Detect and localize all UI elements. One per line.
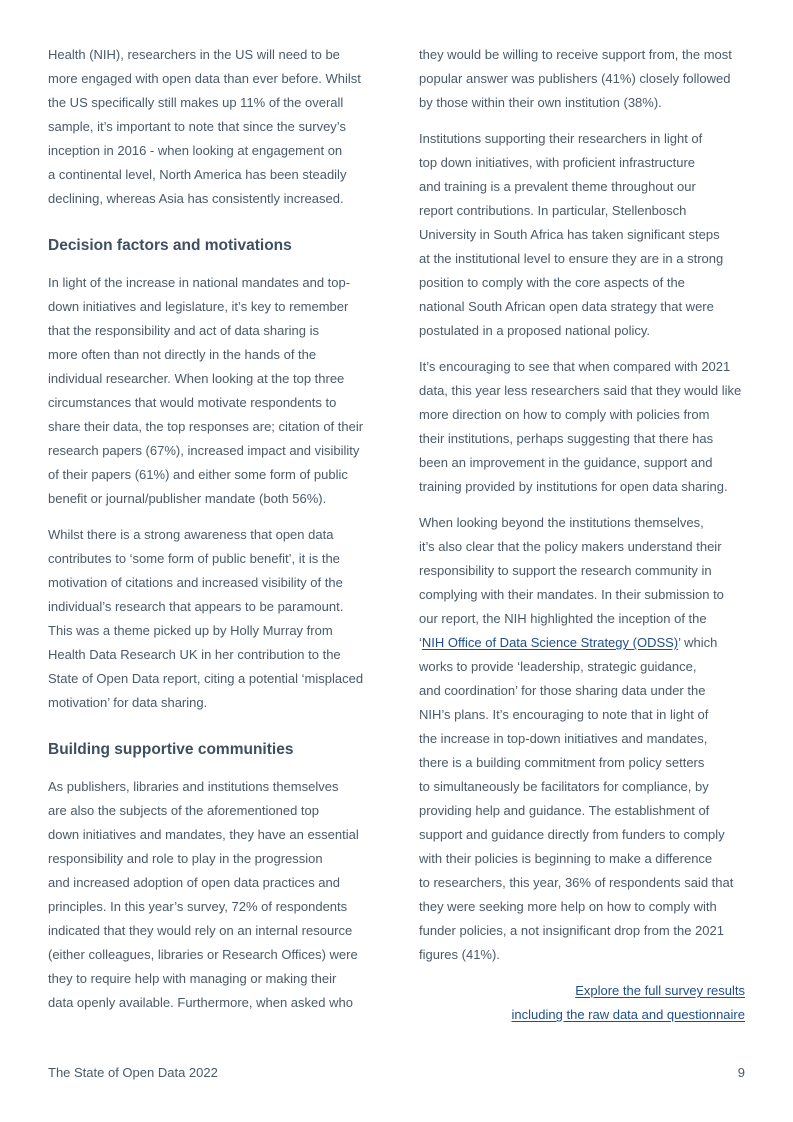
text-line: Health (NIH), researchers in the US will need to be <box>48 47 340 62</box>
text-line: indicated that they would rely on an internal resource <box>48 923 353 938</box>
raw-data-questionnaire-link[interactable]: including the raw data and questionnaire <box>511 1007 745 1022</box>
text-line: top down initiatives, with proficient infrastructure <box>419 155 696 170</box>
text-line: they to require help with managing or making their <box>48 971 337 986</box>
text-line: their institutions, perhaps suggesting that there has <box>419 431 714 446</box>
text-line: data openly available. Furthermore, when asked who <box>48 995 353 1010</box>
text-line: the increase in top-down initiatives and mandates, <box>419 731 708 746</box>
page-number: 9 <box>737 1065 745 1080</box>
text-line: responsibility to support the research community in <box>419 563 712 578</box>
text-line: (either colleagues, libraries or Research Offices) were <box>48 947 358 962</box>
text-line: circumstances that would motivate respondents to <box>48 395 337 410</box>
text-line: with their policies is beginning to make a difference <box>419 851 713 866</box>
survey-results-cta <box>512 979 745 1027</box>
text-line: This was a theme picked up by Holly Murray from <box>48 623 333 638</box>
text-line: by those within their own institution (38%). <box>419 95 662 110</box>
text-line: In light of the increase in national mandates and top- <box>48 275 351 290</box>
intro-paragraph <box>48 43 383 211</box>
text-line: sample, it’s important to note that since the survey’s <box>48 119 346 134</box>
text-line: they were seeking more help on how to comply with <box>419 899 717 914</box>
text-line: contributes to ‘some form of public benefit’, it is the <box>48 551 340 566</box>
text-line: and training is a prevalent theme throughout our <box>419 179 696 194</box>
text-line: and coordination’ for those sharing data under the <box>419 683 706 698</box>
text-line: there is a building commitment from policy setters <box>419 755 705 770</box>
text-line: funder policies, a not insignificant drop from the 2021 <box>419 923 724 938</box>
text-line: complying with their mandates. In their submission to <box>419 587 724 602</box>
text-line: responsibility and role to play in the progression <box>48 851 323 866</box>
text-line: State of Open Data report, citing a potential ‘misplaced <box>48 671 364 686</box>
text-line: of their papers (61%) and either some form of public <box>48 467 348 482</box>
text-line: works to provide ‘leadership, strategic guidance, <box>419 659 697 674</box>
text-line: When looking beyond the institutions themselves, <box>419 515 704 530</box>
text-line: they would be willing to receive support from, the most <box>419 47 732 62</box>
text-line: more direction on how to comply with policies from <box>419 407 710 422</box>
text-line: data, this year less researchers said that they would like <box>419 383 742 398</box>
text-line: popular answer was publishers (41%) closely followed <box>419 71 731 86</box>
decision-paragraph-1 <box>48 271 383 511</box>
text-line: more engaged with open data than ever before. Whilst <box>48 71 361 86</box>
right-column <box>419 43 754 967</box>
text-line: down initiatives and mandates, they have an essential <box>48 827 359 842</box>
text-line: individual researcher. When looking at the top three <box>48 371 345 386</box>
encouraging-paragraph <box>419 355 754 499</box>
text-line: to simultaneously be facilitators for compliance, by <box>419 779 709 794</box>
left-column <box>48 43 383 1015</box>
text-line: share their data, the top responses are; citation of their <box>48 419 364 434</box>
footer-title: The State of Open Data 2022 <box>48 1065 218 1080</box>
section-heading-decision-factors: Decision factors and motivations <box>48 237 292 254</box>
text-line: motivation of citations and increased visibility of the <box>48 575 343 590</box>
text-line: our report, the NIH highlighted the inception of the <box>419 611 707 626</box>
text-line: support and guidance directly from funders to comply <box>419 827 725 842</box>
explore-survey-results-link[interactable]: Explore the full survey results <box>575 983 745 998</box>
text-line: figures (41%). <box>419 947 500 962</box>
text-line: declining, whereas Asia has consistently increased. <box>48 191 344 206</box>
text-line: the US specifically still makes up 11% of the overall <box>48 95 344 110</box>
institutions-paragraph <box>419 127 754 343</box>
text-line: individual’s research that appears to be paramount. <box>48 599 344 614</box>
policy-paragraph <box>419 511 754 967</box>
text-line: As publishers, libraries and institutions themselves <box>48 779 339 794</box>
text-line: more often than not directly in the hands of the <box>48 347 317 362</box>
nih-odss-link[interactable]: NIH Office of Data Science Strategy (ODSS) <box>421 635 679 650</box>
text-line: report contributions. In particular, Stellenbosch <box>419 203 687 218</box>
text-line: at the institutional level to ensure they are in a strong <box>419 251 724 266</box>
text-line: position to comply with the core aspects of the <box>419 275 685 290</box>
text-line: providing help and guidance. The establishment of <box>419 803 710 818</box>
text-line: national South African open data strategy that were <box>419 299 714 314</box>
text-line: benefit or journal/publisher mandate (both 56%). <box>48 491 327 506</box>
text-line: Health Data Research UK in her contribution to the <box>48 647 341 662</box>
open-quote: ‘ <box>419 635 422 650</box>
text-line: Institutions supporting their researchers in light of <box>419 131 703 146</box>
text-line: are also the subjects of the aforementioned top <box>48 803 320 818</box>
text-line: NIH’s plans. It’s encouraging to note that in light of <box>419 707 709 722</box>
text-line: a continental level, North America has been steadily <box>48 167 347 182</box>
text-line: to researchers, this year, 36% of respondents said that <box>419 875 734 890</box>
decision-paragraph-2 <box>48 523 383 715</box>
link-trailing-text: ’ which <box>678 635 718 650</box>
text-line: training provided by institutions for open data sharing. <box>419 479 728 494</box>
building-paragraph <box>48 775 383 1015</box>
text-line: inception in 2016 - when looking at engagement on <box>48 143 343 158</box>
section-heading-building-communities: Building supportive communities <box>48 741 294 758</box>
text-line: it’s also clear that the policy makers understand their <box>419 539 722 554</box>
text-line: research papers (67%), increased impact and visibility <box>48 443 360 458</box>
text-line: University in South Africa has taken significant steps <box>419 227 720 242</box>
text-line-with-link <box>419 631 754 655</box>
text-line: that the responsibility and act of data sharing is <box>48 323 319 338</box>
text-line: Whilst there is a strong awareness that open data <box>48 527 334 542</box>
text-line: been an improvement in the guidance, support and <box>419 455 713 470</box>
text-line: motivation’ for data sharing. <box>48 695 208 710</box>
text-line: postulated in a proposed national policy. <box>419 323 651 338</box>
text-line: principles. In this year’s survey, 72% of respondents <box>48 899 348 914</box>
continuation-paragraph <box>419 43 754 115</box>
text-line: down initiatives and legislature, it’s key to remember <box>48 299 349 314</box>
text-line: It’s encouraging to see that when compared with 2021 <box>419 359 731 374</box>
text-line: and increased adoption of open data practices and <box>48 875 340 890</box>
